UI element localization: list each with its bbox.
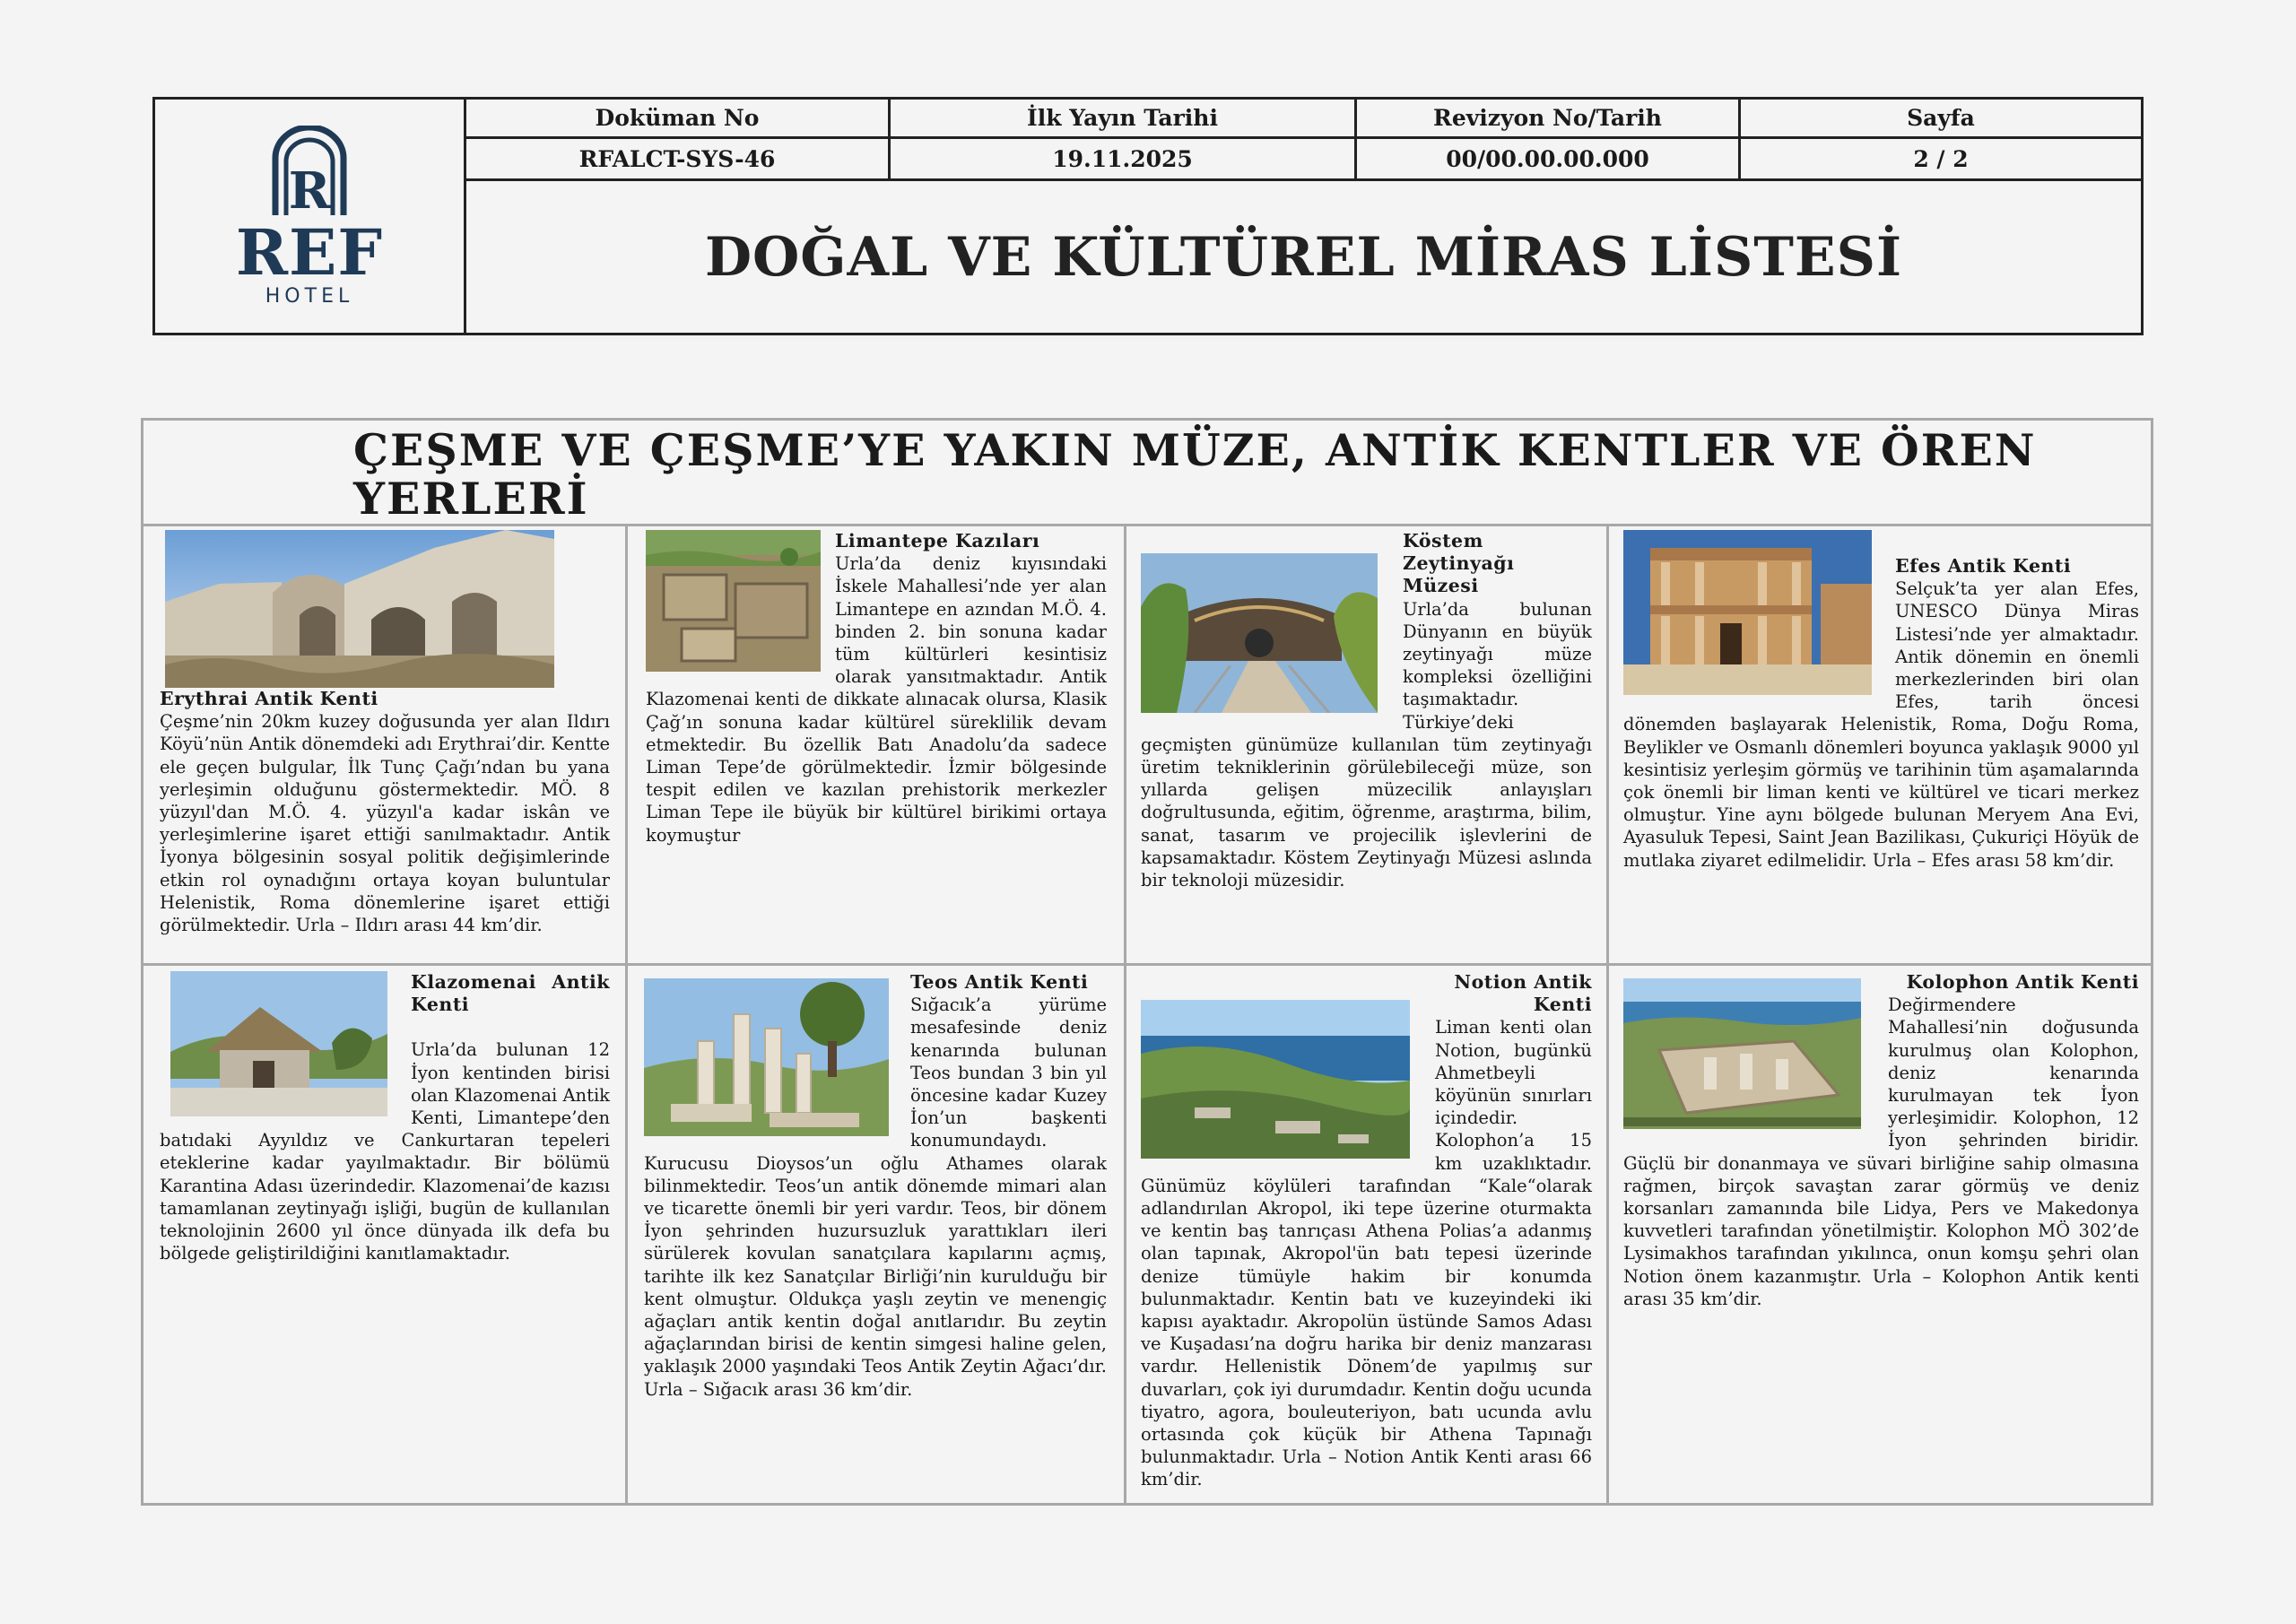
ruins-photo-icon	[165, 530, 554, 688]
excavation-photo-icon	[646, 530, 821, 672]
site-description: Urla’da bulunan Dünyanın en büyük zeytinyağı müze kompleksi özelliğini taşımaktadır. Türkiye’deki geçmişten günümüze kullanılan tüm zeytinyağı üretim tekniklerinin görülebileceği müze, son yıllarda gelişen müzecilik anlayışları doğrultusunda, eğitim, öğrenme, araştırma, bilim, sanat, tasarım ve projecilik işlevlerini de kapsamaktadır. Köstem Zeytinyağı Müzesi aslında bir teknoloji müzesidir.	[1141, 598, 1592, 891]
site-photo	[644, 978, 889, 1136]
site-photo	[1623, 978, 1861, 1129]
museum-photo-icon	[1141, 553, 1378, 713]
column-divider	[1124, 526, 1126, 1506]
site-name: Köstem Zeytinyağı Müzesi	[1403, 530, 1515, 597]
site-description: Liman kenti olan Notion, bugünkü Ahmetbeyli köyünün sınırları içindedir. Kolophon’a 15 km uzaklıktadır. Günümüz köylüleri tarafından “Kale“olarak adlandırılan Akropol, iki tepe üzerine oturmakta ve kentin baş tanrıçası Athena Polias’a adanmış olan tapınak, Akropol'ün batı tepesi üzerinde denize tümüyle hakim bir konumda bulunmaktadır. Kentin batı ve kuzeyindeki iki kapısı ayaktadır. Akropolün üstünde Samos Adası ve Kuşadası’na doğru harika bir deniz manzarası vardır. Hellenistik Dönem’de yapılmış sur duvarları, çok iyi durumdadır. Kentin doğu ucunda tiyatro, agora, bouleuteriyon, batı ucunda avlu ortasında çok küçük bir Athena Tapınağı bulunmaktadır. Urla – Notion Antik Kenti arası 66 km’dir.	[1141, 1017, 1592, 1490]
site-description: Urla’da bulunan 12 İyon kentinden birisi olan Klazomenai Antik Kenti, Limantepe’den batıdaki Ayyıldız ve Cankurtaran tepeleri eteklerine kadar yayılmaktadır. Bir bölümü Karantina Adası üzerindedir. Klazomenai’de kazısı tamamlanan zeytinyağı işliği, bugün de kullanılan teknolojinin 2600 yıl önce dünyada ilk defa bu bölgede geliştirildiğini kanıtlamaktadır.	[160, 1039, 610, 1264]
meta-value-page: 2 / 2	[1913, 145, 1969, 172]
site-photo	[165, 530, 554, 688]
site-photo	[170, 971, 387, 1116]
site-card-limantepe	[646, 530, 1107, 847]
site-name: Limantepe Kazıları	[835, 530, 1040, 551]
site-description: Sığacık’a yürüme mesafesinde deniz kenarında bulunan Teos bundan 3 bin yıl öncesine kadar Kuzey İon’un başkenti konumundaydı. Kurucusu Dioysos’un oğlu Athames olarak bilinmektedir. Teos’un antik dönemde mimari alan ve ticarette önemli bir yeri vardır. Teos, bir dönem İyon şehrinden huzursuzluk yarattıkları ileri sürülerek kovulan sanatçılara kapılarını açmış, tarihte ilk kez Sanatçılar Birliği’nin kurulduğu bir kent olmuştur. Oldukça yaşlı zeytin ve menengiç ağaçları antik kentin doğal anıtlarıdır. Bu zeytin ağaçlarından birisi de kentin simgesi haline gelen, yaklaşık 2000 yaşındaki Teos Antik Zeytin Ağacı’dır. Urla – Sığacık arası 36 km’dir.	[644, 994, 1107, 1400]
site-card-erythrai	[160, 530, 610, 936]
library-photo-icon	[1623, 530, 1872, 695]
site-photo	[1623, 530, 1872, 695]
meta-header-row	[466, 100, 2141, 139]
site-card-klazomenai	[160, 971, 610, 1264]
site-description: Çeşme’nin 20km kuzey doğusunda yer alan Ildırı Köyü’nün Antik dönemdeki adı Erythrai’dir. Kentte ele geçen bulgular, İlk Tunç Çağı’ndan bu yana yerleşimin olduğunu göstermektedir. MÖ. 8 yüzyıl'dan M.Ö. 4. yüzyıl'a kadar iskân ve yerleşimlerine işaret ettiği sanılmaktadır. Antik İyonya bölgesinin sosyal politik değişimlerinde etkin rol oynadığını ortaya koyan buluntular Helenistik, Roma dönemlerine işaret ettiği görülmektedir. Urla – Ildırı arası 44 km’dir.	[160, 711, 610, 936]
row-divider	[144, 963, 2151, 966]
site-description: Selçuk’ta yer alan Efes, UNESCO Dünya Miras Listesi’nde yer almaktadır. Antik dönemin en önemli merkezlerinden biri olan Efes, tarih öncesi dönemden başlayarak Helenistik, Roma, Doğu Roma, Beylikler ve Osmanlı dönemleri boyunca yaklaşık 9000 yıl kesintisiz yerleşim görmüş ve tarihinin tüm aşamalarında çok önemli bir liman kenti ve kültürel ve ticari merkez olmuştur. Yine aynı bölgede bulunan Meryem Ana Evi, Ayasuluk Tepesi, Saint Jean Bazilikası, Çukuriçi Höyük de mutlaka ziyaret edilmelidir. Urla – Efes arası 58 km’dir.	[1623, 578, 2139, 871]
logo-subtitle: HOTEL	[265, 284, 354, 308]
site-photo	[1141, 1000, 1410, 1159]
site-name: Klazomenai Antik Kenti	[411, 971, 610, 1016]
meta-value-revision: 00/00.00.00.000	[1357, 139, 1741, 178]
meta-value-publish-date: 19.11.2025	[891, 139, 1357, 178]
meta-header-doc-no: Doküman No	[466, 100, 891, 136]
site-card-teos	[644, 971, 1107, 1401]
site-card-kostem-museum	[1141, 530, 1592, 891]
meta-header-revision: Revizyon No/Tarih	[1357, 100, 1741, 136]
meta-value-row	[466, 139, 2141, 181]
columns-photo-icon	[644, 978, 889, 1136]
svg-text:R: R	[288, 161, 331, 219]
document-title: DOĞAL VE KÜLTÜREL MİRAS LİSTESİ	[704, 225, 1903, 289]
section-title: ÇEŞME VE ÇEŞME’YE YAKIN MÜZE, ANTİK KENTLER VE ÖREN YERLERİ	[353, 424, 2037, 525]
site-card-notion	[1141, 971, 1592, 1491]
site-name: Notion Antik Kenti	[1454, 971, 1592, 1016]
site-card-efes	[1623, 530, 2139, 872]
site-card-kolophon	[1623, 971, 2139, 1310]
site-name: Erythrai Antik Kenti	[160, 688, 378, 709]
meta-header-publish-date: İlk Yayın Tarihi	[891, 100, 1357, 136]
heritage-table	[141, 418, 2153, 1506]
ref-logo-icon	[270, 126, 349, 219]
logo	[155, 100, 466, 333]
logo-brand: REF	[235, 214, 384, 290]
document-header	[152, 97, 2144, 335]
site-description: Urla’da deniz kıyısındaki İskele Mahallesi’nde yer alan Limantepe en azından M.Ö. 4. binden 2. bin sonuna kadar tüm kültürleri kesintisiz olarak yansıtmaktadır. Antik Klazomenai kenti de dikkate alınacak olursa, Klasik Çağ’ın sonuna kadar kültürel süreklilik devam etmektedir. Bu özellik Batı Anadolu’da sadece Liman Tepe’de görülmektedir. İzmir bölgesinde tespit edilen ve kazılan prehistorik merkezler Liman Tepe ile büyük bir kültürel birikimi ortaya koymuştur	[646, 553, 1107, 846]
site-name: Kolophon Antik Kenti	[1906, 971, 2139, 993]
meta-header-page: Sayfa	[1907, 105, 1975, 131]
site-photo	[646, 530, 821, 672]
site-photo	[1141, 553, 1378, 713]
column-divider	[625, 526, 628, 1506]
coast-photo-icon	[1141, 1000, 1410, 1159]
site-name: Teos Antik Kenti	[910, 971, 1089, 993]
aerial-ruins-photo-icon	[1623, 978, 1861, 1129]
site-name: Efes Antik Kenti	[1895, 555, 2072, 577]
hut-photo-icon	[170, 971, 387, 1116]
meta-value-doc-no: RFALCT-SYS-46	[466, 139, 891, 178]
column-divider	[1606, 526, 1609, 1506]
site-description: Değirmendere Mahallesi’nin doğusunda kurulmuş olan Kolophon, deniz kenarında kurulmayan tek İyon yerleşimidir. Kolophon, 12 İyon şehrinden biridir. Güçlü bir donanmaya ve süvari birliğine sahip olmasına rağmen, birçok savaştan zarar görmüş ve deniz korsanları zamanında bile Lidya, Pers ve Makedonya kuvvetleri tarafından yönetilmiştir. Kolophon MÖ 302’de Lysimakhos tarafından yıkılınca, onun komşu şehri olan Notion önem kazanmıştır. Urla – Kolophon Antik kenti arası 35 km’dir.	[1623, 994, 2139, 1309]
section-title-row	[144, 421, 2151, 526]
